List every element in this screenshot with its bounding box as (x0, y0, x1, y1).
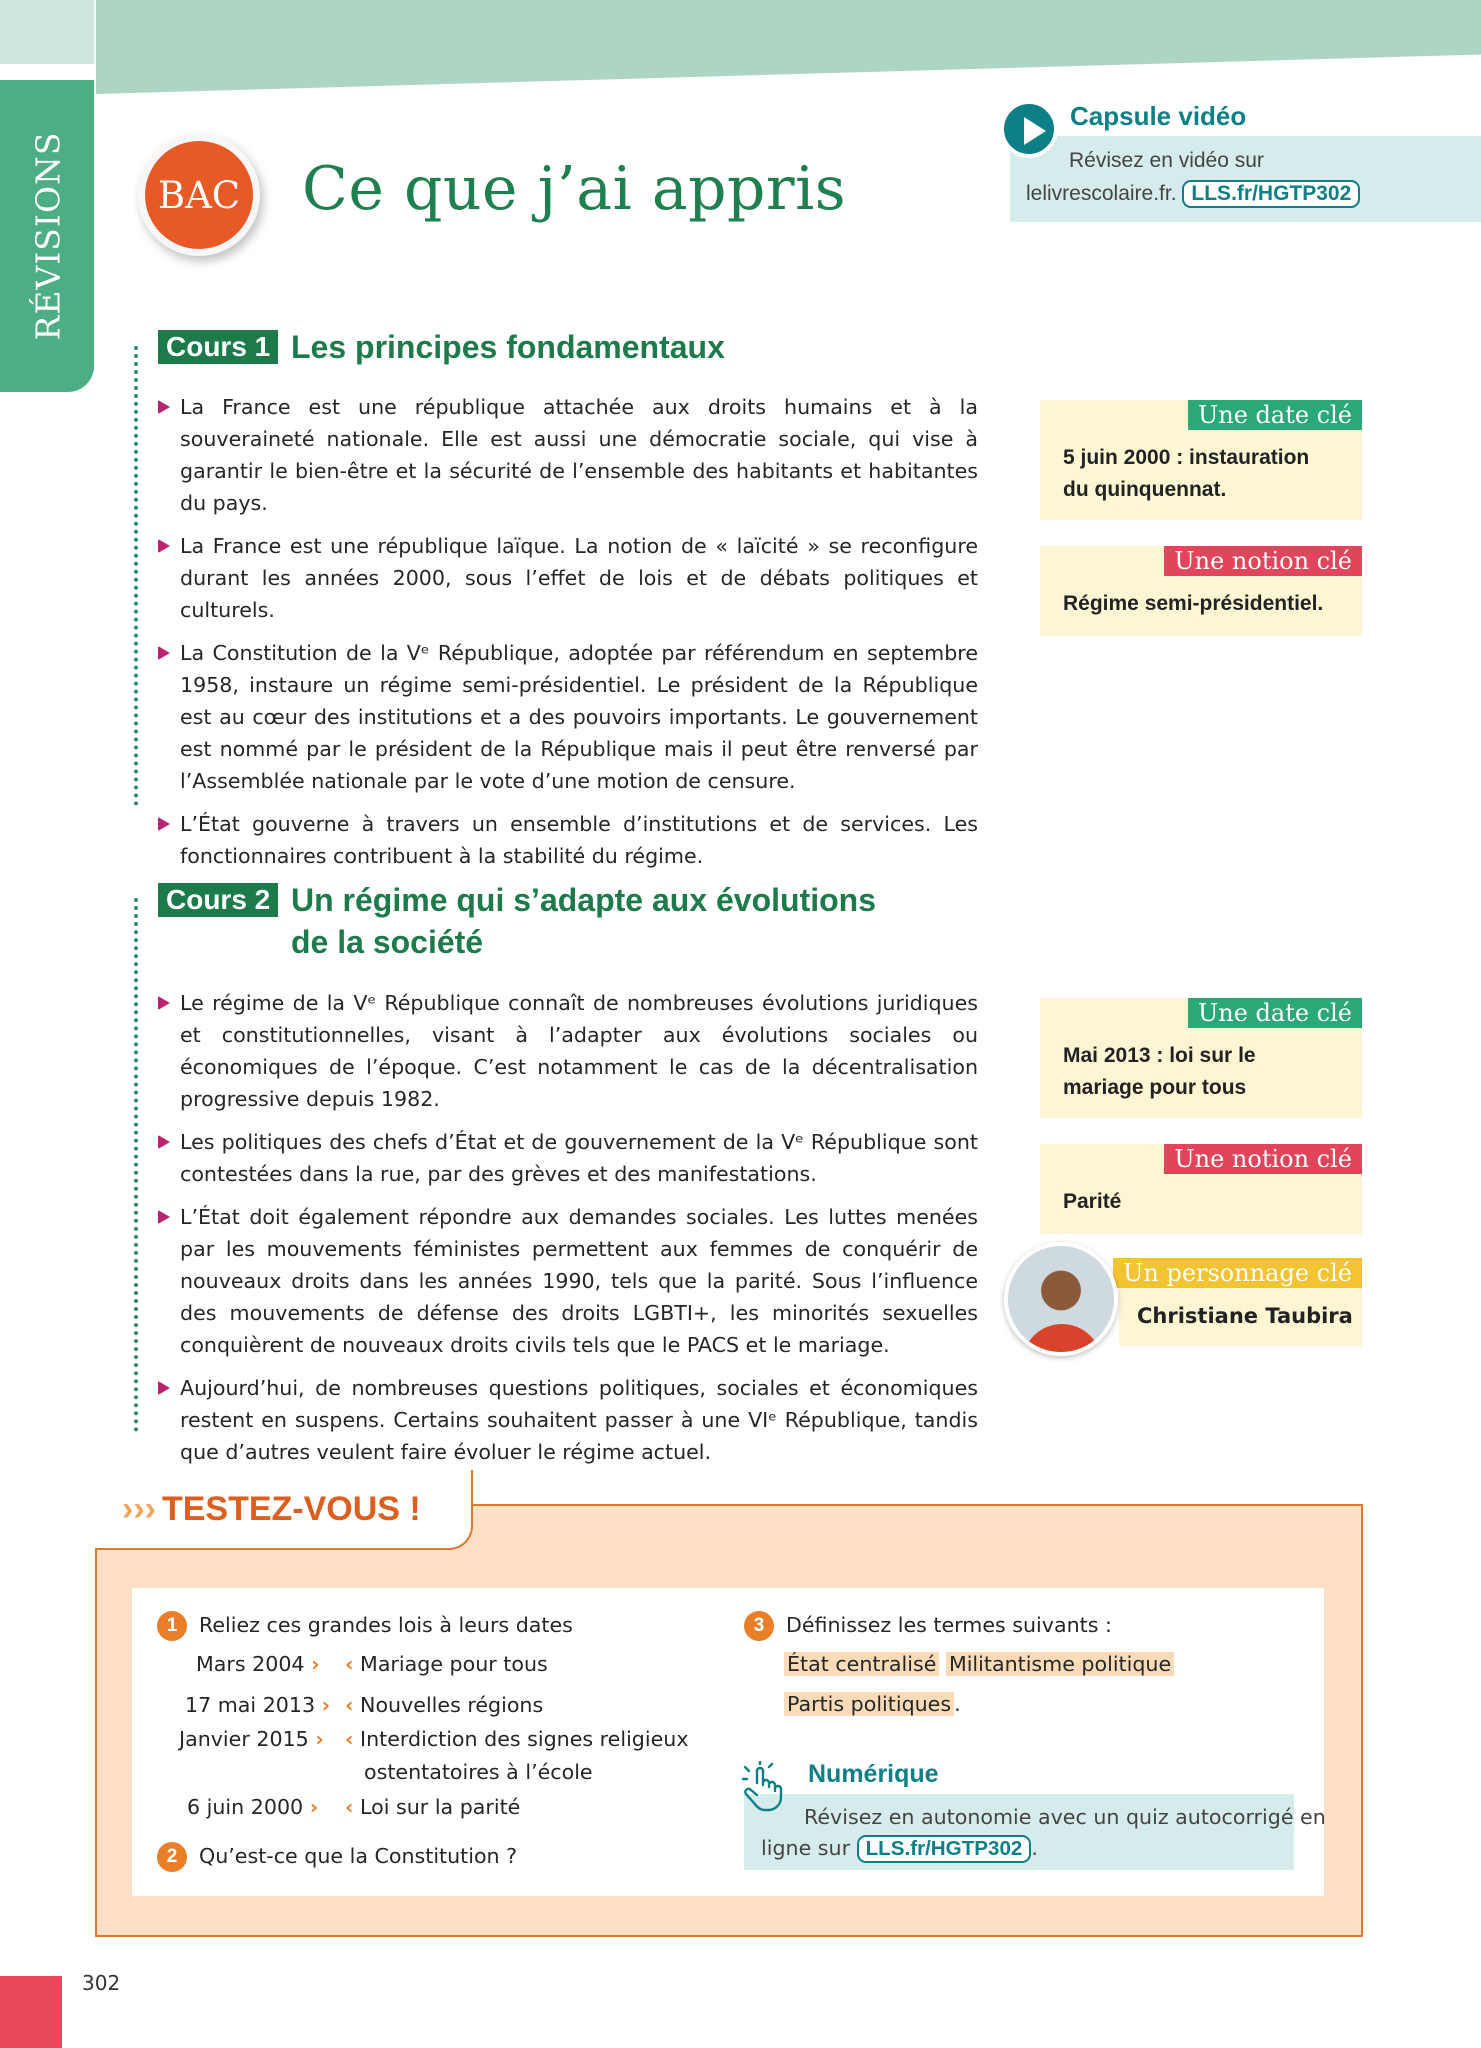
chevron-left-icon: ‹ (345, 1727, 354, 1751)
video-capsule-title: Capsule vidéo (1070, 101, 1247, 131)
page-number-bar (0, 1976, 62, 2048)
question-number: 2 (157, 1842, 187, 1872)
numerique-text-prefix: ligne sur (761, 1836, 851, 1860)
key-notion-box-1 (1040, 546, 1362, 636)
key-date-text (1063, 1040, 1256, 1104)
cours1-title (291, 326, 725, 368)
terms-end: . (954, 1692, 961, 1716)
numerique-text: Révisez en autonomie avec un quiz autocorrigé en (804, 1805, 1326, 1829)
quiz-link[interactable]: LLS.fr/HGTP302 (857, 1835, 1032, 1863)
chevron-left-icon: ‹ (345, 1652, 354, 1676)
cours1-dotted-rule (134, 346, 138, 806)
chevron-icon: ››› (122, 1490, 156, 1528)
cours1-tag: Cours 1 (158, 330, 278, 364)
chevron-right-icon: › (311, 1652, 320, 1676)
video-link[interactable]: LLS.fr/HGTP302 (1182, 180, 1360, 208)
cours2-title (291, 879, 876, 963)
test-title (122, 1490, 421, 1529)
key-date-text (1063, 442, 1309, 506)
key-notion-text (1063, 588, 1323, 620)
cours2-dotted-rule (134, 898, 138, 1432)
list-item: Le régime de la Vᵉ République connaît de nombreuses évolutions juridiques et constitutionnelles, visant à l’adapter aux évolutions sociales ou économiques de l’époque. C’est notamment le cas de la décentralisation progressive depuis 1982. (158, 987, 978, 1115)
key-notion-tag: Une notion clé (1164, 1144, 1362, 1174)
match-law-continued: ostentatoires à l’école (364, 1760, 593, 1784)
match-law[interactable] (345, 1693, 543, 1717)
question-1 (157, 1611, 573, 1641)
chevron-left-icon: ‹ (345, 1795, 354, 1819)
date-label: Mars 2004 (196, 1652, 305, 1676)
top-left-tab (0, 0, 94, 64)
key-date-line: Mai 2013 : loi sur le (1063, 1044, 1256, 1067)
question-text: Définissez les termes suivants : (786, 1613, 1112, 1637)
date-label: 6 juin 2000 (187, 1795, 304, 1819)
question-number: 3 (744, 1611, 774, 1641)
cours2-title-line: Un régime qui s’adapte aux évolutions (291, 882, 877, 918)
date-label: Janvier 2015 (179, 1727, 309, 1751)
play-icon[interactable] (1000, 100, 1058, 158)
touch-hand-icon (737, 1761, 789, 1813)
match-date[interactable] (185, 1693, 330, 1717)
key-date-tag: Une date clé (1188, 998, 1362, 1028)
chevron-right-icon: › (321, 1693, 331, 1717)
match-date[interactable] (179, 1727, 324, 1751)
match-law[interactable] (345, 1727, 689, 1751)
key-notion-text (1063, 1186, 1121, 1218)
match-law[interactable] (345, 1795, 520, 1819)
cours1-bullets (158, 391, 978, 883)
list-item: L’État doit également répondre aux demandes sociales. Les luttes menées par les mouvements féministes permettent aux femmes de conquérir de nouveaux droits dans les années 1990, tels que la parité. Sous l’influence des mouvements de défense des droits LGBTI+, les minorités sexuelles conquièrent de nouveaux droits civils tels que le PACS et le mariage. (158, 1201, 978, 1361)
key-person-text (1137, 1300, 1353, 1332)
law-label: Mariage pour tous (360, 1652, 548, 1676)
question-text: Reliez ces grandes lois à leurs dates (199, 1613, 573, 1637)
terms-line-2 (784, 1692, 961, 1716)
top-band (96, 0, 1481, 94)
cours1-title-text: Les principes fondamentaux (291, 329, 725, 365)
term-chip: Militantisme politique (946, 1652, 1174, 1676)
list-item: Les politiques des chefs d’État et de gouvernement de la Vᵉ République sont contestées dans la rue, par des grèves et des manifestations. (158, 1126, 978, 1190)
bac-badge (138, 134, 260, 256)
key-date-tag: Une date clé (1188, 400, 1362, 430)
video-capsule-text-2 (1026, 180, 1360, 208)
match-law[interactable] (345, 1652, 548, 1676)
term-chip: Partis politiques (784, 1692, 954, 1716)
list-item: La Constitution de la Vᵉ République, adoptée par référendum en septembre 1958, instaure un régime semi-présidentiel. Le président de la République est au cœur des institutions et a des pouvoirs importants. Le gouvernement est nommé par le président de la République mais il peut être renversé par l’Assemblée nationale par le vote d’une motion de censure. (158, 637, 978, 797)
key-notion-tag: Une notion clé (1164, 546, 1362, 576)
test-top-border (470, 1504, 1363, 1506)
law-label: Nouvelles régions (360, 1693, 544, 1717)
key-date-box-2 (1040, 998, 1362, 1118)
key-notion-box-2 (1040, 1144, 1362, 1234)
chevron-right-icon: › (315, 1727, 324, 1751)
match-date[interactable] (187, 1795, 318, 1819)
law-label: Interdiction des signes religieux (360, 1727, 689, 1751)
cours2-title-line: de la société (291, 924, 484, 960)
chevron-right-icon: › (309, 1795, 319, 1819)
question-3 (744, 1611, 1112, 1641)
terms-line-1 (784, 1652, 1174, 1676)
video-site: lelivrescolaire.fr. (1026, 182, 1177, 205)
chevron-left-icon: ‹ (345, 1693, 354, 1717)
bac-badge-label: BAC (157, 173, 241, 217)
key-person-name: Christiane Taubira (1137, 1304, 1353, 1328)
cours2-bullets (158, 987, 978, 1479)
page-number: 302 (82, 1971, 121, 1995)
match-date[interactable] (196, 1652, 320, 1676)
key-notion-line: Régime semi-présidentiel. (1063, 592, 1324, 615)
list-item: Aujourd’hui, de nombreuses questions politiques, sociales et économiques restent en suspens. Certains souhaitent passer à une VIᵉ République, tandis que d’autres veulent faire évoluer le régime actuel. (158, 1372, 978, 1468)
law-label: Loi sur la parité (360, 1795, 521, 1819)
list-item: La France est une république attachée aux droits humains et à la souveraineté nationale. Elle est aussi une démocratie sociale, qui vise à garantir le bien-être et la sécurité de l’ensemble des habitants et habitantes du pays. (158, 391, 978, 519)
portrait-image (1004, 1242, 1118, 1356)
list-item: La France est une république laïque. La notion de « laïcité » se reconfigure durant les années 2000, sous l’effet de lois et de débats politiques et culturels. (158, 530, 978, 626)
numerique-title: Numérique (808, 1760, 939, 1788)
video-capsule-text: Révisez en vidéo sur (1069, 149, 1264, 172)
key-notion-line: Parité (1063, 1190, 1122, 1213)
key-date-box-1 (1040, 400, 1362, 520)
key-person-box (1119, 1258, 1362, 1346)
side-tab-label: RÉVISIONS (28, 131, 68, 341)
key-date-line: mariage pour tous (1063, 1076, 1247, 1099)
date-label: 17 mai 2013 (185, 1693, 316, 1717)
key-date-line: du quinquennat. (1063, 478, 1227, 501)
page-title: Ce que j’ai appris (302, 154, 847, 224)
test-title-text: TESTEZ-VOUS ! (161, 1490, 421, 1528)
question-number: 1 (157, 1611, 187, 1641)
term-chip: État centralisé (784, 1652, 939, 1676)
list-item: L’État gouverne à travers un ensemble d’institutions et de services. Les fonctionnaires contribuent à la stabilité du régime. (158, 808, 978, 872)
question-2 (157, 1842, 517, 1872)
key-person-tag: Un personnage clé (1113, 1258, 1362, 1288)
cours2-tag: Cours 2 (158, 883, 278, 917)
numerique-text-2 (761, 1835, 1038, 1863)
question-text: Qu’est-ce que la Constitution ? (199, 1844, 518, 1868)
key-date-line: 5 juin 2000 : instauration (1063, 446, 1310, 469)
numerique-end: . (1031, 1836, 1038, 1860)
